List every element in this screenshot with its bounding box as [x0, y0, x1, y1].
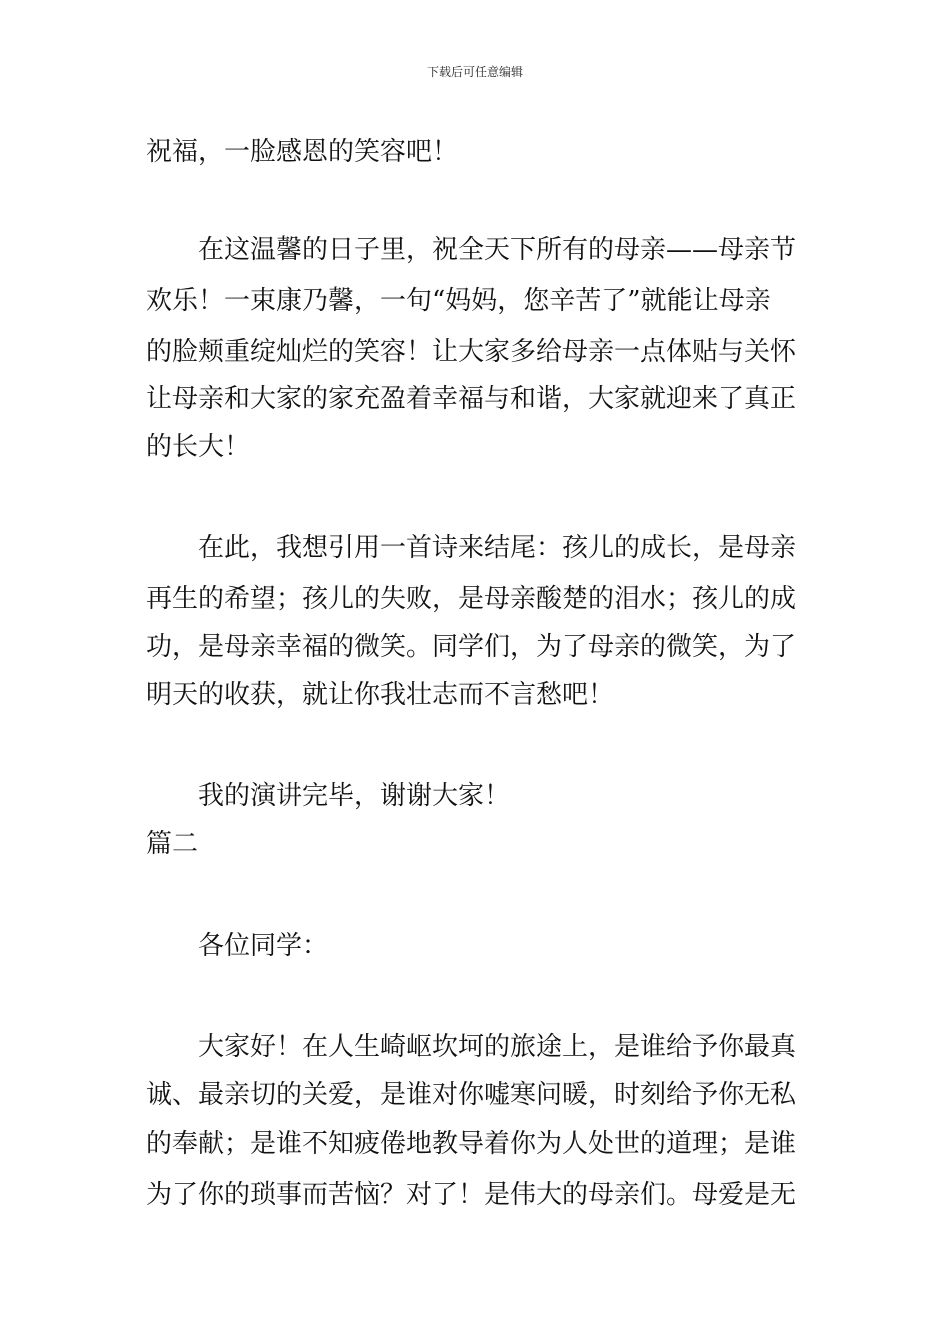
paragraph-first-line: 在这温馨的日子里，祝全天下所有的母亲——母亲节: [198, 235, 797, 265]
paragraph-first-line: 大家好！在人生崎岖坎坷的旅途上，是谁给予你最真: [198, 1032, 797, 1062]
text-line: 诚、最亲切的关爱，是谁对你嘘寒问暖，时刻给予你无私: [146, 1080, 797, 1110]
text-line: 再生的希望；孩儿的失败，是母亲酸楚的泪水；孩儿的成: [146, 584, 797, 614]
salutation: 各位同学：: [198, 931, 329, 961]
section-heading: 篇二: [146, 829, 199, 859]
text-line: 的奉献；是谁不知疲倦地教导着你为人处世的道理；是谁: [146, 1129, 797, 1159]
paragraph-first-line: 在此，我想引用一首诗来结尾：孩儿的成长，是母亲: [198, 533, 797, 563]
text-line: 祝福，一脸感恩的笑容吧！: [146, 137, 459, 167]
text-line: 的脸颊重绽灿烂的笑容！让大家多给母亲一点体贴与关怀: [146, 337, 797, 367]
text-line: 为了你的琐事而苦恼？对了！是伟大的母亲们。母爱是无: [146, 1180, 797, 1210]
closing-line: 我的演讲完毕，谢谢大家！: [198, 781, 511, 811]
text-line: 欢乐！一束康乃馨，一句“妈妈，您辛苦了”就能让母亲: [146, 286, 771, 316]
text-line: 明天的收获，就让你我壮志而不言愁吧！: [146, 680, 615, 710]
text-line: 让母亲和大家的家充盈着幸福与和谐，大家就迎来了真正: [146, 384, 797, 414]
text-line: 的长大！: [146, 432, 251, 462]
text-line: 功，是母亲幸福的微笑。同学们，为了母亲的微笑，为了: [146, 632, 797, 662]
page-header: 下载后可任意编辑: [426, 65, 523, 79]
